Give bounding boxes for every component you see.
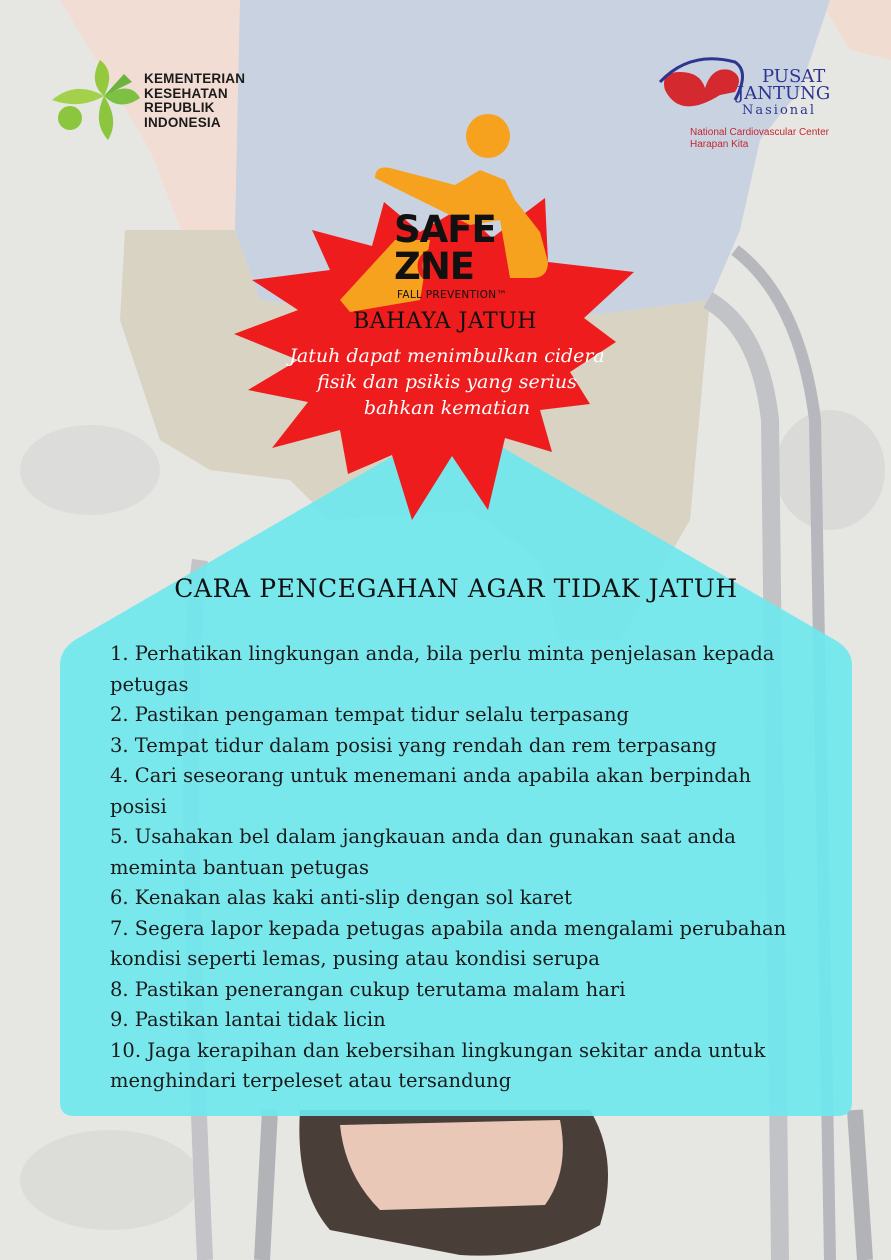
- hospital-line-1: PUSAT: [762, 66, 826, 87]
- prevention-title: CARA PENCEGAHAN AGAR TIDAK JATUH: [174, 574, 738, 603]
- safe-zone-zone: ZNE: [394, 245, 475, 288]
- warning-text: [262, 343, 632, 421]
- prevention-list: [110, 639, 810, 1097]
- ministry-line: REPUBLIK: [144, 100, 215, 115]
- ministry-line: KEMENTERIAN: [144, 71, 246, 86]
- list-item: 5. Usahakan bel dalam jangkauan anda dan gunakan saat anda: [110, 825, 736, 848]
- warning-line: fisik dan psikis yang serius: [317, 371, 577, 393]
- list-item: 6. Kenakan alas kaki anti-slip dengan sol karet: [110, 886, 572, 909]
- warning-line: bahkan kematian: [363, 397, 531, 419]
- list-item: 7. Segera lapor kepada petugas apabila anda mengalami perubahan: [110, 916, 787, 940]
- list-item: 9. Pastikan lantai tidak licin: [110, 1008, 386, 1031]
- list-item: 10. Jaga kerapihan dan kebersihan lingkungan sekitar anda untuk: [110, 1038, 766, 1062]
- list-item: menghindari terpeleset atau tersandung: [110, 1069, 512, 1092]
- hospital-line-3: Nasional: [742, 103, 817, 118]
- list-item: kondisi seperti lemas, pusing atau kondisi serupa: [110, 947, 600, 970]
- ministry-name: [144, 72, 245, 130]
- ministry-line: KESEHATAN: [144, 85, 228, 101]
- hospital-logo: [652, 60, 862, 160]
- safe-zone-safe: SAFE: [394, 208, 496, 251]
- list-item: 4. Cari seseorang untuk menemani anda apabila akan berpindah: [110, 764, 752, 787]
- hospital-line-2: JANTUNG: [737, 83, 831, 104]
- hospital-english-subname: Harapan Kita: [690, 139, 749, 150]
- list-item: 2. Pastikan pengaman tempat tidur selalu terpasang: [110, 703, 630, 726]
- list-item: 3. Tempat tidur dalam posisi yang rendah dan rem terpasang: [110, 733, 717, 757]
- ministry-line: INDONESIA: [144, 114, 221, 130]
- list-item: 1. Perhatikan lingkungan anda, bila perlu minta penjelasan kepada: [110, 642, 775, 665]
- list-item: posisi: [110, 794, 167, 818]
- warning-title: BAHAYA JATUH: [353, 309, 537, 334]
- fall-prevention-label: FALL PREVENTION™: [397, 289, 508, 301]
- list-item: 8. Pastikan penerangan cukup terutama malam hari: [110, 977, 626, 1001]
- hospital-english-name: National Cardiovascular Center: [690, 127, 829, 138]
- list-item: petugas: [110, 672, 189, 696]
- list-item: meminta bantuan petugas: [110, 855, 369, 879]
- warning-line: Jatuh dapat menimbulkan cidera: [289, 345, 605, 367]
- ministry-logo: [46, 60, 286, 142]
